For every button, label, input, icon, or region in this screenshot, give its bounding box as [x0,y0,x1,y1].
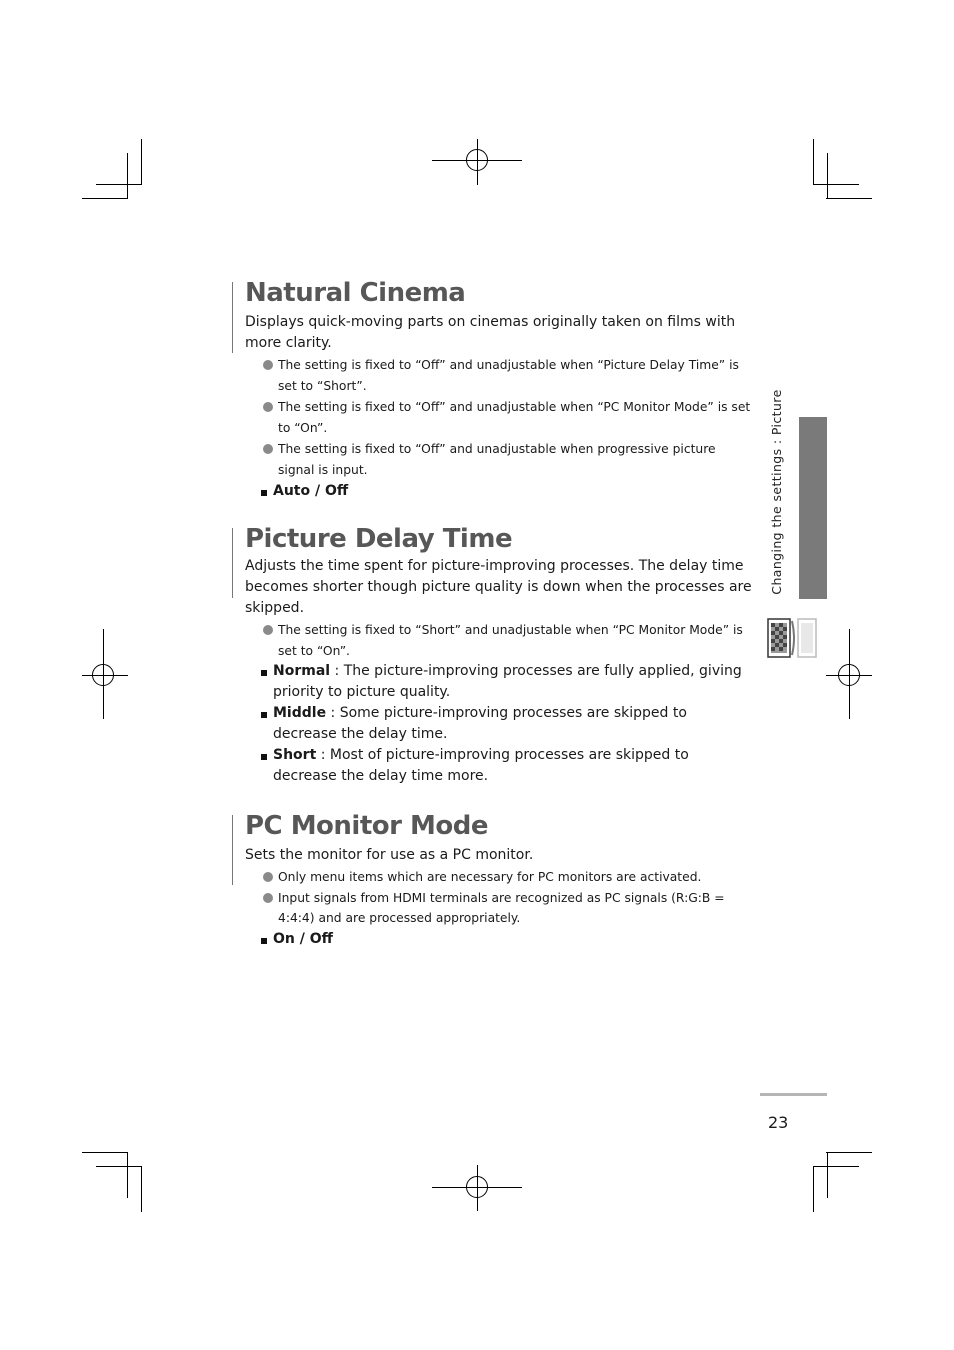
option-name: Normal [273,663,331,680]
square-bullet-icon [261,670,267,676]
option-list [245,929,755,950]
option-item-middle [245,703,755,745]
square-bullet-icon [261,490,267,496]
option-values: Auto / Off [273,482,349,499]
section-title: Natural Cinema [245,278,466,308]
option-list [245,481,755,502]
option-item-short [245,745,755,787]
page-number-rule [760,1093,827,1096]
section-description: Adjusts the time spent for picture-improving processes. The delay time becomes shorter though picture quality is down when the processes are skipped. [245,558,752,616]
bullet-dot-icon [263,893,273,903]
square-bullet-icon [261,754,267,760]
tv-picture-icon [767,617,817,659]
section-bar-pc-monitor-mode [232,815,233,885]
square-bullet-icon [261,712,267,718]
section-title: PC Monitor Mode [245,811,488,841]
note-item: The setting is fixed to “Off” and unadjustable when “PC Monitor Mode” is set to “On”. [245,397,755,438]
sidebar-chapter-label: Changing the settings : Picture [769,389,784,595]
sidebar-tab [799,417,827,599]
option-name: Short [273,747,317,764]
section-pc-monitor-mode [245,811,755,950]
note-item: Input signals from HDMI terminals are recognized as PC signals (R:G:B = 4:4:4) and are processed appropriately. [245,888,755,929]
section-bar-picture-delay-time [232,528,233,598]
option-description: : Most of picture-improving processes are skipped to decrease the delay time more. [273,747,689,785]
square-bullet-icon [261,938,267,944]
bullet-dot-icon [263,872,273,882]
bullet-dot-icon [263,402,273,412]
section-picture-delay-time [245,524,755,787]
option-name: Middle [273,705,327,722]
section-description: Sets the monitor for use as a PC monitor. [245,847,534,863]
option-description: : The picture-improving processes are fully applied, giving priority to picture quality. [273,663,742,701]
section-bar-natural-cinema [232,282,233,353]
note-item: The setting is fixed to “Off” and unadjustable when “Picture Delay Time” is set to “Short”. [245,355,755,396]
note-item: The setting is fixed to “Short” and unadjustable when “PC Monitor Mode” is set to “On”. [245,620,755,661]
bullet-dot-icon [263,360,273,370]
section-title: Picture Delay Time [245,524,513,554]
page-number: 23 [768,1113,789,1132]
section-description: Displays quick-moving parts on cinemas originally taken on films with more clarity. [245,314,736,351]
bullet-dot-icon [263,625,273,635]
option-description: : Some picture-improving processes are skipped to decrease the delay time. [273,705,687,743]
note-item: The setting is fixed to “Off” and unadjustable when progressive picture signal is input. [245,439,755,480]
section-natural-cinema [245,278,755,502]
option-values: On / Off [273,930,333,947]
option-item-normal [245,661,755,703]
bullet-dot-icon [263,444,273,454]
note-item: Only menu items which are necessary for PC monitors are activated. [245,867,755,888]
